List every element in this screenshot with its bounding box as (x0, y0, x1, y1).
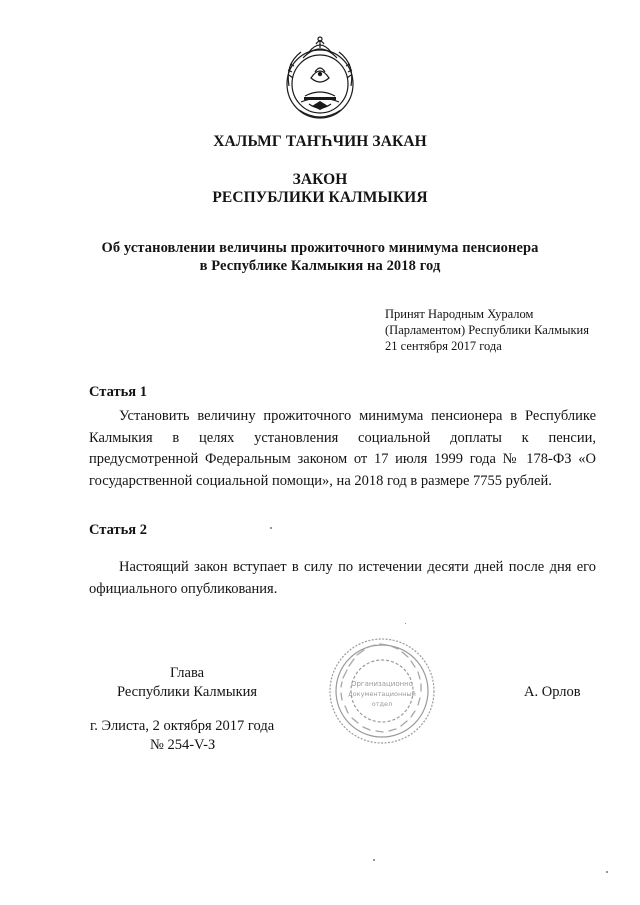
signatory-title-line-2: Республики Калмыкия (117, 684, 258, 700)
title-law: ЗАКОН (292, 171, 348, 188)
adoption-line-2: (Парламентом) Республики Калмыкия (385, 323, 589, 337)
law-number: № 254-V-З (150, 737, 216, 753)
stamp-center-line-2: документационный (348, 690, 416, 698)
article-1-text: Установить величину прожиточного минимума пенсионера в Республике Калмыкия в целях установления социальной доплаты к пенсии, предусмотренной Федеральным законом от 17 июля 1999 года № 178-ФЗ «О государственной социальной помощи», на 2018 год в размере 7755 рублей. (89, 408, 596, 489)
article-1-body (89, 406, 596, 492)
article-2-title: Статья 2 (89, 522, 147, 538)
article-2-text: Настоящий закон вступает в силу по истечении десяти дней после дня его официального опубликования. (89, 559, 596, 597)
adoption-line-1: Принят Народным Хуралом (385, 307, 534, 321)
law-subject-line-1: Об установлении величины прожиточного минимума пенсионера (101, 240, 539, 256)
scan-speck (606, 871, 608, 873)
signatory-name: А. Орлов (524, 684, 581, 700)
stamp-center-line-1: Организационно (350, 680, 414, 688)
article-2-body (89, 557, 596, 600)
title-republic: РЕСПУБЛИКИ КАЛМЫКИЯ (212, 189, 428, 206)
scan-speck (373, 859, 375, 861)
article-1-title: Статья 1 (89, 384, 147, 400)
adoption-date: 21 сентября 2017 года (385, 339, 502, 353)
title-kalmyk: ХАЛЬМГ ТАҤҺЧИН ЗАКАН (213, 133, 427, 150)
scan-speck (270, 527, 272, 529)
signing-place-date: г. Элиста, 2 октября 2017 года (90, 718, 275, 734)
scan-speck (405, 623, 406, 624)
law-subject-line-2: в Республике Калмыкия на 2018 год (199, 258, 441, 274)
signatory-title-line-1: Глава (170, 665, 205, 681)
coat-of-arms-emblem (279, 34, 361, 124)
stamp-center-line-3: отдел (371, 700, 393, 708)
official-seal-stamp (327, 636, 437, 746)
